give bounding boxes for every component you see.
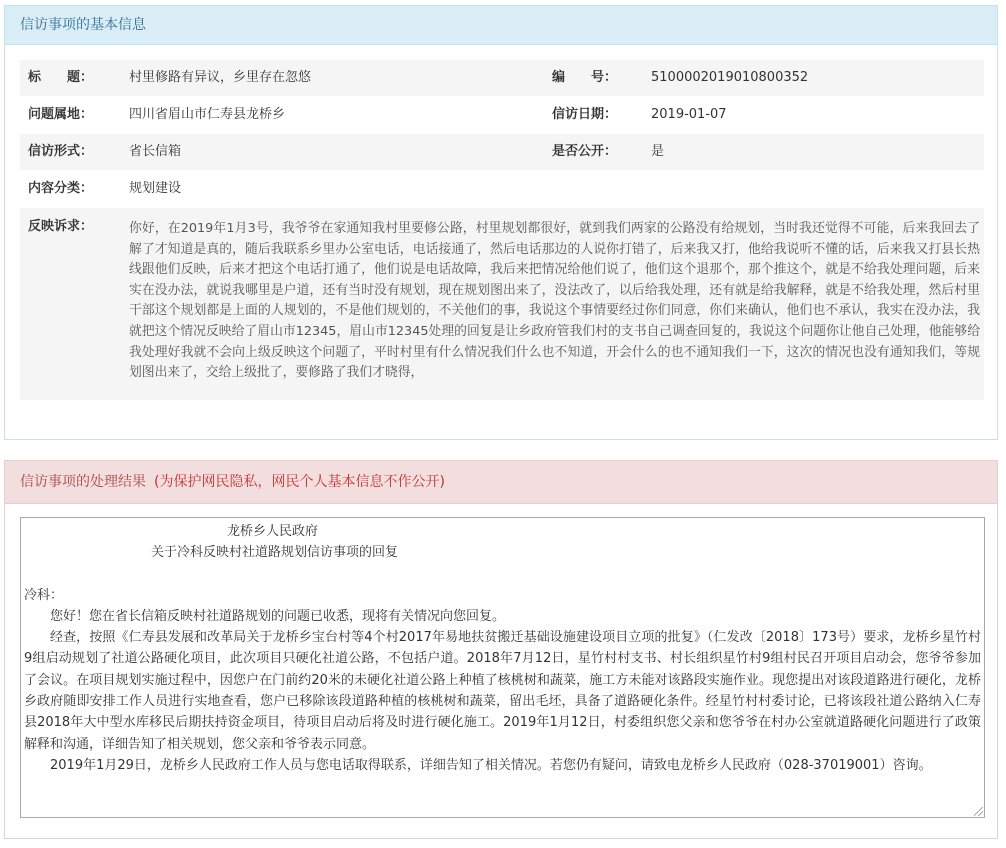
result-panel (4, 460, 998, 839)
reply-paragraph-3: 2019年1月29日，龙桥乡人民政府工作人员与您电话取得联系，详细告知了相关情况。若您仍有疑问，请致电龙桥乡人民政府（028-37019001）咨询。 (50, 757, 932, 773)
public-label: 是否公开： (552, 144, 618, 159)
reply-blank-line (24, 564, 981, 585)
reply-issuer: 龙桥乡人民政府 (227, 524, 319, 539)
result-header-title: 信访事项的处理结果 (20, 474, 146, 490)
title-label: 标 题： (28, 70, 94, 85)
info-row-category (20, 171, 984, 208)
reply-salutation: 冷科： (24, 587, 64, 603)
info-row-form (20, 134, 984, 171)
number-value: 5100002019010800352 (651, 70, 809, 85)
basic-info-panel (4, 5, 998, 440)
category-label: 内容分类： (28, 181, 94, 196)
location-label: 问题属地： (28, 107, 94, 122)
info-row-location (20, 97, 984, 134)
date-label: 信访日期： (552, 107, 618, 122)
basic-info-header: 信访事项的基本信息 (5, 6, 997, 45)
info-row-title (20, 60, 984, 97)
reply-paragraph-1: 您好！您在省长信箱反映村社道路规划的问题已收悉，现将有关情况向您回复。 (50, 608, 506, 624)
result-header (5, 461, 997, 504)
form-label: 信访形式： (28, 144, 94, 159)
number-label: 编 号： (552, 70, 618, 85)
reply-paragraph-2: 经查，按照《仁寿县发展和改革局关于龙桥乡宝台村等4个村2017年易地扶贫搬迁基础设施建设项目立项的批复》（仁发改〔2018〕173号）要求，龙桥乡星竹村9组启动规划了社道公路硬化项目，此次项目只硬化社道公路，不包括户道。2018年7月12日，星竹村村支书、村长组织星竹村9组村民召开项目启动会，您爷爷参加了会议。在项目规划实施过程中，因您户在门前约20米的未硬化社道公路上种植了核桃树和蔬菜，施工方未能对该路段实施作业。现您提出对该段道路进行硬化，龙桥乡政府随即安排工作人员进行实地查看，您户已移除该段道路种植的核桃树和蔬菜，留出毛坯，具备了道路硬化条件。经星竹村村委讨论，已将该段社道公路纳入仁寿县2018年大中型水库移民后期扶持资金项目，待项目启动后将及时进行硬化施工。2019年1月12日，村委组织您父亲和您爷爷在村办公室就道路硬化问题进行了政策解释和沟通，详细告知了相关规划，您父亲和爷爷表示同意。 (24, 630, 981, 752)
date-value: 2019-01-07 (651, 107, 727, 122)
appeal-text: 你好，在2019年1月3号，我爷爷在家通知我村里要修公路，村里规划都很好，就到我们两家的公路没有给规划，当时我还觉得不可能，后来我回去了解了才知道是真的，随后我联系乡里办公室电话，电话接通了，然后电话那边的人说你打错了，后来我又打，他给我说听不懂的话，后来我又打县长热线跟他们反映，后来才把这个电话打通了，他们说是电话故障，我后来把情况给他们说了，他们这个退那个，那个推这个，就是不给我处理问题，后来实在没办法，就说我哪里是户道，还有当时没有规划，现在规划图出来了，没法改了，以后给我处理，还有就是给我解释，就是不给我处理，然后村里干部这个规划都是上面的人规划的，不是他们规划的，不关他们的事，我说这个事情要经过你们同意，你们来确认，他们也不承认，我实在没办法，我就把这个情况反映给了眉山市12345，眉山市12345处理的回复是让乡政府管我们村的支书自己调查回复的，我说这个问题你让他自己处理，他能够给我处理好我就不会向上级反映这个问题了，平时村里有什么情况我们什么也不知道，开会什么的也不通知我们一下，这次的情况也没有通知我们，等规划图出来了，交给上级批了，要修路了我们才晓得， (129, 221, 980, 381)
location-value: 四川省眉山市仁寿县龙桥乡 (129, 107, 286, 122)
reply-content (24, 521, 981, 776)
form-value: 省长信箱 (129, 144, 182, 159)
category-value: 规划建设 (129, 181, 182, 196)
reply-textarea[interactable] (20, 517, 985, 818)
public-value: 是 (651, 144, 665, 159)
privacy-note: (为保护网民隐私，网民个人基本信息不作公开) (154, 474, 445, 490)
basic-info-table (20, 60, 984, 401)
info-row-appeal (20, 208, 984, 401)
reply-subject: 关于冷科反映村社道路规划信访事项的回复 (151, 545, 399, 561)
textarea-resize-handle[interactable] (974, 807, 983, 816)
appeal-label: 反映诉求： (28, 219, 94, 234)
title-value: 村里修路有异议，乡里存在忽悠 (129, 70, 312, 85)
